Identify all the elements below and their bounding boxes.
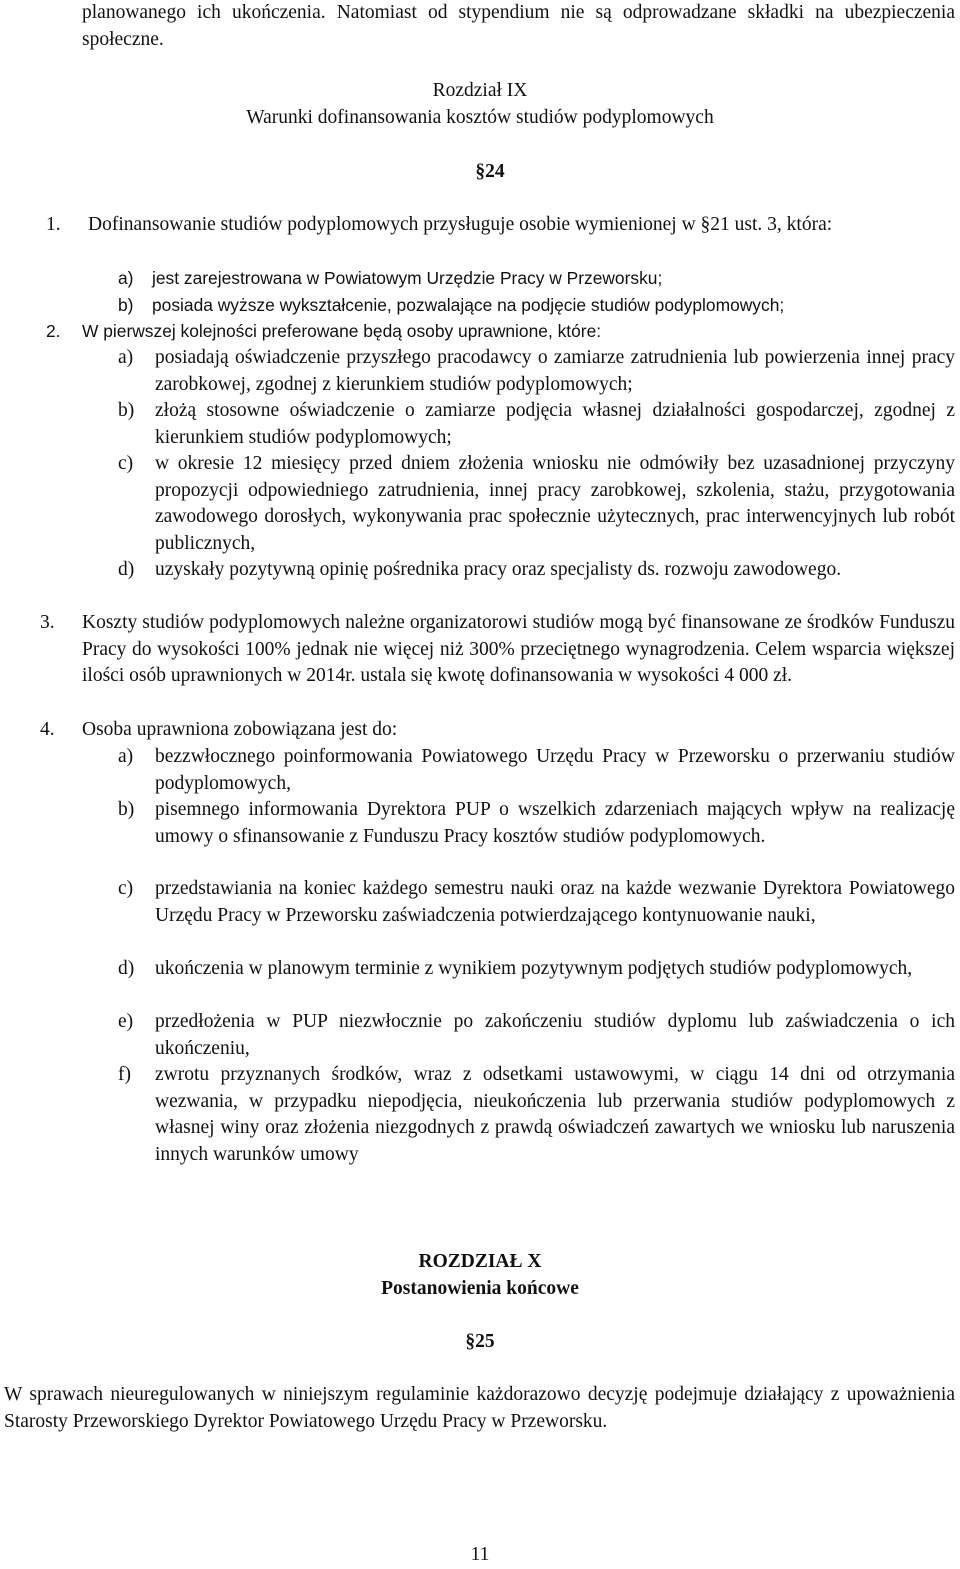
list-item-text: jest zarejestrowana w Powiatowym Urzędzie Pracy w Przeworsku;	[152, 268, 663, 288]
list-item-label: b)	[118, 400, 135, 421]
section-25: §25	[465, 1331, 495, 1352]
list-item-text: przedstawiania na koniec każdego semestru nauki oraz na każde wezwanie Dyrektora Powiatowego Urzędu Pracy w Przeworsku zaświadczenia potwierdzającego kontynuowanie nauki,	[155, 878, 955, 926]
paragraph-number-2: 2.	[46, 321, 61, 341]
chapter-9-title: Rozdział IX	[432, 80, 528, 101]
list-item-text: posiadają oświadczenie przyszłego pracodawcy o zamiarze zatrudnienia lub powierzenia innej pracy zarobkowej, zgodnej z kierunkiem studiów podyplomowych;	[155, 347, 955, 395]
paragraph-2-text: W pierwszej kolejności preferowane będą osoby uprawnione, które:	[82, 321, 602, 341]
list-item-text: złożą stosowne oświadczenie o zamiarze podjęcia własnej działalności gospodarczej, zgodnej z kierunkiem studiów podyplomowych;	[155, 400, 955, 448]
list-item-label: d)	[118, 958, 135, 979]
chapter-9-subtitle: Warunki dofinansowania kosztów studiów podyplomowych	[246, 107, 714, 128]
paragraph-number-1: 1.	[46, 214, 61, 235]
list-item-text: zwrotu przyznanych środków, wraz z odsetkami ustawowymi, w ciągu 14 dni od otrzymania wezwania, w przypadku niepodjęcia, nieukończenia lub przerwania studiów podyplomowych z własnej winy oraz złożenia niezgodnych z prawdą oświadczeń zawartych we wniosku lub naruszenia innych warunków umowy	[155, 1064, 955, 1165]
list-item-label: d)	[118, 559, 135, 580]
chapter-10-subtitle: Postanowienia końcowe	[381, 1278, 579, 1299]
intro-paragraph: planowanego ich ukończenia. Natomiast od stypendium nie są odprowadzane składki na ubezpieczenia społeczne.	[82, 2, 955, 50]
list-item-label: a)	[118, 347, 134, 368]
list-item-label: a)	[118, 268, 134, 288]
list-item-label: a)	[118, 746, 134, 767]
list-item-text: przedłożenia w PUP niezwłocznie po zakończeniu studiów dyplomu lub zaświadczenia o ich ukończeniu,	[155, 1011, 955, 1059]
list-item-text: bezzwłocznego poinformowania Powiatowego Urzędu Pracy w Przeworsku o przerwaniu studiów podyplomowych,	[155, 746, 955, 794]
paragraph-4-text: Osoba uprawniona zobowiązana jest do:	[82, 719, 398, 740]
chapter-10-title: ROZDZIAŁ X	[418, 1251, 542, 1272]
list-item-label: e)	[118, 1011, 134, 1032]
paragraph-1-text: Dofinansowanie studiów podyplomowych przysługuje osobie wymienionej w §21 ust. 3, która:	[88, 214, 833, 235]
list-item-text: w okresie 12 miesięcy przed dniem złożenia wniosku nie odmówiły bez uzasadnionej przyczyny propozycji odpowiedniego zatrudnienia, innej pracy zarobkowej, szkolenia, stażu, przygotowania zawodowego dorosłych, wykonywania prac społecznie użytecznych, prac interwencyjnych lub robót publicznych,	[155, 453, 955, 554]
section-24: §24	[475, 161, 505, 182]
list-item-label: c)	[118, 453, 134, 474]
paragraph-number-4: 4.	[40, 719, 55, 740]
list-item-label: b)	[118, 295, 134, 315]
list-item-text: uzyskały pozytywną opinię pośrednika pracy oraz specjalisty ds. rozwoju zawodowego.	[155, 559, 842, 580]
list-item-label: c)	[118, 878, 134, 899]
list-item-label: f)	[118, 1064, 131, 1085]
paragraph-3-text: Koszty studiów podyplomowych należne organizatorowi studiów mogą być finansowane ze środków Funduszu Pracy do wysokości 100% jednak nie więcej niż 300% przeciętnego wynagrodzenia. Celem wsparcia większej ilości osób uprawnionych w 2014r. ustala się kwotę dofinansowania w wysokości 4 000 zł.	[82, 612, 955, 687]
list-item-text: ukończenia w planowym terminie z wynikiem pozytywnym podjętych studiów podyplomowych,	[155, 958, 913, 979]
list-item-text: pisemnego informowania Dyrektora PUP o wszelkich zdarzeniach mających wpływ na realizację umowy o sfinansowanie z Funduszu Pracy kosztów studiów podyplomowych.	[155, 799, 955, 847]
list-item-label: b)	[118, 799, 135, 820]
list-item-text: posiada wyższe wykształcenie, pozwalające na podjęcie studiów podyplomowych;	[152, 295, 785, 315]
paragraph-number-3: 3.	[40, 612, 55, 633]
final-provisions-text: W sprawach nieuregulowanych w niniejszym regulaminie każdorazowo decyzję podejmuje działający z upoważnienia Starosty Przeworskiego Dyrektor Powiatowego Urzędu Pracy w Przeworsku.	[4, 1384, 955, 1432]
page-number: 11	[470, 1544, 490, 1565]
